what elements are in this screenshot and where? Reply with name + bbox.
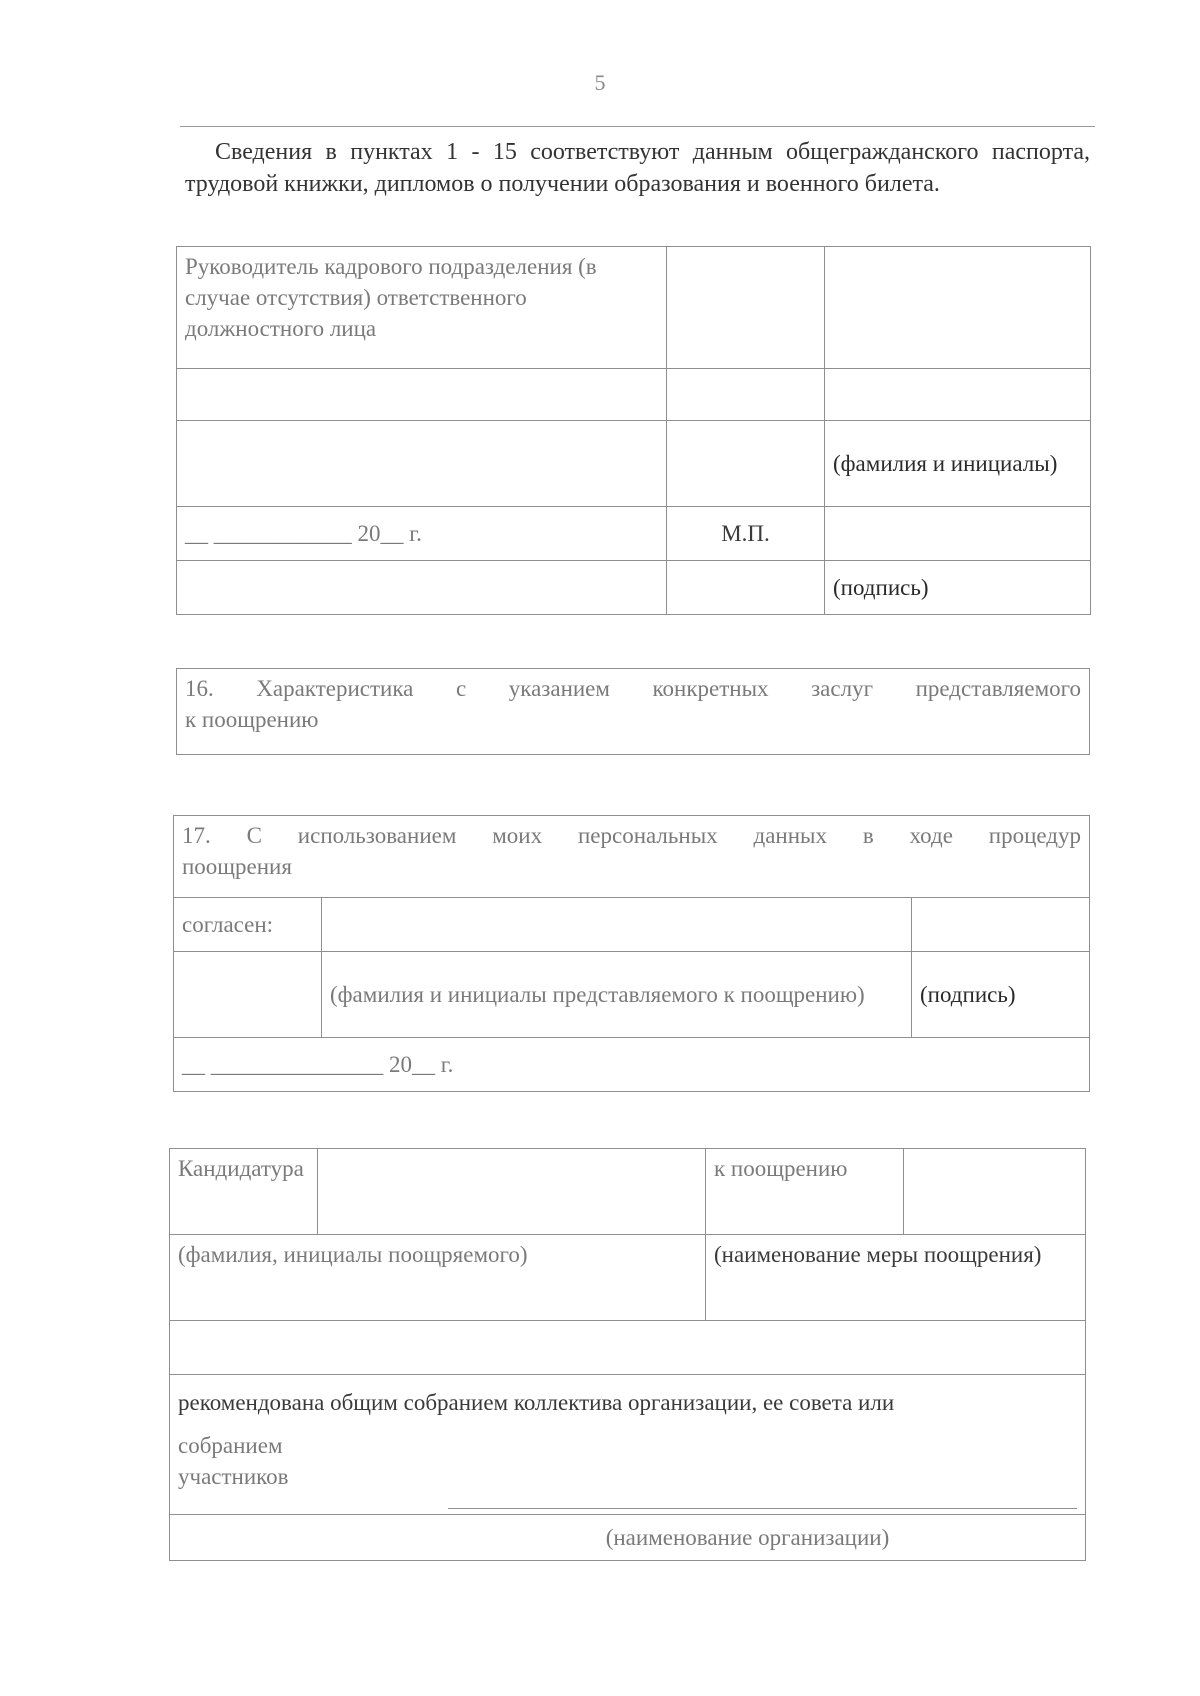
org-caption: (наименование организации) xyxy=(605,1525,890,1550)
hr-head-label: Руководитель кадрового подразделения (в случае отсутствия) ответственного должностного лица xyxy=(185,254,597,341)
hr-empty-cell xyxy=(825,369,1091,421)
section17-signature-caption-cell xyxy=(912,952,1090,1038)
section17-line1: 17. С использованием моих персональных данных в ходе процедур xyxy=(182,823,1082,848)
section17-signature-caption: (подпись) xyxy=(920,982,1016,1007)
assembly-label: собранием участников xyxy=(178,1433,289,1489)
intro-paragraph xyxy=(185,136,1090,200)
measure-caption-cell xyxy=(706,1235,1086,1321)
section17-empty-cell xyxy=(174,952,322,1038)
measure-caption: (наименование меры поощрения) xyxy=(714,1242,1042,1267)
hr-signature-caption-cell xyxy=(825,561,1091,615)
candidate-empty-row xyxy=(170,1321,1086,1375)
org-caption-cell xyxy=(170,1515,1086,1561)
candidate-label: Кандидатура xyxy=(178,1156,304,1181)
hr-head-label-cell xyxy=(177,247,667,369)
recommended-cell xyxy=(170,1375,1086,1515)
to-award-cell xyxy=(706,1149,904,1235)
stamp-label: М.П. xyxy=(721,521,770,546)
hr-empty-cell xyxy=(177,561,667,615)
section16-cell xyxy=(177,669,1090,755)
section17-empty-cell xyxy=(322,898,912,952)
candidate-name-caption: (фамилия, инициалы поощряемого) xyxy=(178,1242,528,1267)
org-name-line xyxy=(448,1492,1077,1509)
hr-name-caption-cell xyxy=(825,421,1091,507)
intro-text: Сведения в пунктах 1 - 15 соответствуют данным общегражданского паспорта, трудовой книжки, дипломов о получении образования и военного билета. xyxy=(185,139,1090,197)
section17-table xyxy=(173,815,1090,1092)
hr-empty-cell xyxy=(667,369,825,421)
recommended-line: рекомендована общим собранием коллектива организации, ее совета или xyxy=(178,1390,895,1415)
to-award-label: к поощрению xyxy=(714,1156,848,1181)
section17-line2: поощрения xyxy=(182,854,292,879)
section16-line1: 16. Характеристика с указанием конкретных заслуг представляемого xyxy=(185,676,1081,701)
section17-name-caption-cell xyxy=(322,952,912,1038)
candidate-label-cell xyxy=(170,1149,318,1235)
hr-name-caption: (фамилия и инициалы) xyxy=(833,451,1058,476)
candidate-name-caption-cell xyxy=(170,1235,706,1321)
section16-line2: к поощрению xyxy=(185,707,319,732)
hr-date-line: __ ____________ 20__ г. xyxy=(185,521,422,546)
hr-head-table xyxy=(176,246,1091,615)
hr-empty-cell xyxy=(177,369,667,421)
hr-empty-cell xyxy=(667,421,825,507)
candidate-table xyxy=(169,1148,1086,1561)
hr-empty-cell xyxy=(825,247,1091,369)
section17-date-line: __ _______________ 20__ г. xyxy=(182,1052,454,1077)
section17-name-caption: (фамилия и инициалы представляемого к поощрению) xyxy=(330,982,865,1007)
hr-date-cell xyxy=(177,507,667,561)
header-rule xyxy=(180,126,1095,127)
hr-signature-caption: (подпись) xyxy=(833,575,929,600)
hr-empty-cell xyxy=(177,421,667,507)
candidate-empty-cell xyxy=(318,1149,706,1235)
section17-empty-cell xyxy=(912,898,1090,952)
page-number: 5 xyxy=(594,70,606,95)
agree-label: согласен: xyxy=(182,912,274,937)
section17-title-cell xyxy=(174,816,1090,898)
hr-empty-cell xyxy=(667,247,825,369)
section16-table xyxy=(176,668,1090,755)
hr-stamp-cell xyxy=(667,507,825,561)
hr-empty-cell xyxy=(825,507,1091,561)
hr-empty-cell xyxy=(667,561,825,615)
section17-date-cell xyxy=(174,1038,1090,1092)
agree-label-cell xyxy=(174,898,322,952)
candidate-empty-cell xyxy=(904,1149,1086,1235)
